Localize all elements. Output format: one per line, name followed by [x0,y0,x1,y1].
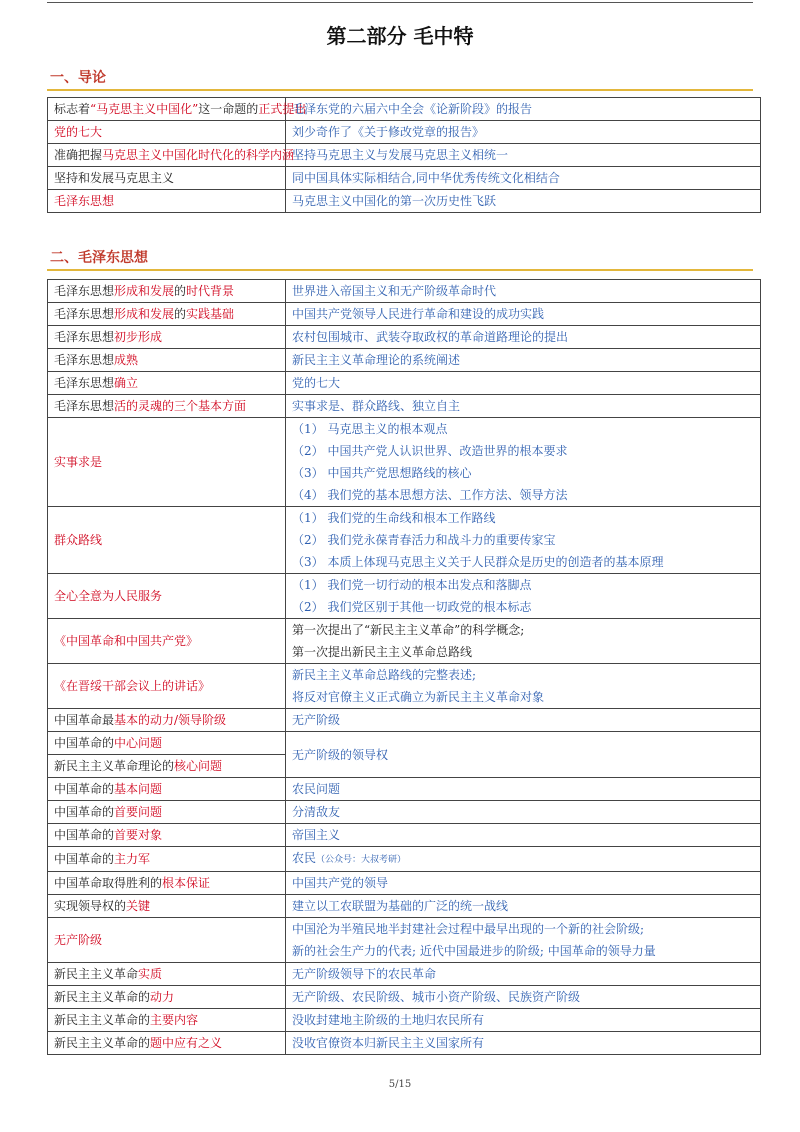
topic-text: 的 [174,284,187,298]
answer-line: （2） 我们党永葆青春活力和战斗力的重要传家宝 [292,533,556,547]
answer-line: （1） 马克思主义的根本观点 [292,422,448,436]
section-heading-mao-thought: 二、毛泽东思想 [50,250,148,266]
section-rule-mao-thought [47,269,753,271]
highlighted-term: “马克思主义中国化” [90,102,199,116]
answer-line: 农民问题 [292,782,341,796]
highlighted-term: 成熟 [114,353,139,367]
table-row [48,824,761,847]
answer-line: 实事求是、群众路线、独立自主 [292,399,461,413]
row-topic-cell [48,963,286,986]
topic-text: 的 [174,307,187,321]
row-topic-cell [48,303,286,326]
answer-line: 新的社会生产力的代表; 近代中国最进步的阶级; 中国革命的领导力量 [292,944,656,958]
row-answer-cell [286,303,761,326]
table-row [48,847,761,872]
highlighted-term: 基本问题 [114,782,163,796]
table-row [48,574,761,619]
highlighted-term: 正式提出 [258,102,307,116]
row-answer-cell [286,326,761,349]
highlighted-term: 全心全意为人民服务 [54,589,163,603]
topic-text: 准确把握 [54,148,103,162]
answer-line: （2） 我们党区别于其他一切政党的根本标志 [292,600,532,614]
row-topic-cell [48,167,286,190]
topic-text: 毛泽东思想 [54,376,115,390]
section-rule-intro [47,89,753,91]
topic-text: 中国革命取得胜利的 [54,876,163,890]
table-row [48,664,761,709]
table-row [48,303,761,326]
highlighted-term: 《中国革命和中国共产党》 [54,634,199,648]
row-topic-cell [48,709,286,732]
section-heading-intro: 一、导论 [50,70,106,86]
topic-text: 毛泽东思想 [54,399,115,413]
row-answer-cell [286,190,761,213]
answer-line: （1） 我们党的生命线和根本工作路线 [292,511,496,525]
page-number: 5/15 [388,1079,412,1090]
answer-line: 无产阶级领导下的农民革命 [292,967,437,981]
table-row [48,349,761,372]
highlighted-term: 确立 [114,376,139,390]
topic-text: 新民主主义革命的 [54,1013,151,1027]
table-row [48,98,761,121]
topic-text: 新民主主义革命理论的 [54,759,175,773]
row-answer-cell [286,507,761,574]
row-answer-cell [286,349,761,372]
answer-line: 建立以工农联盟为基础的广泛的统一战线 [292,899,509,913]
highlighted-term: 根本保证 [162,876,211,890]
row-topic-cell [48,190,286,213]
highlighted-term: 群众路线 [54,533,103,547]
top-rule [47,2,753,3]
highlighted-term: 无产阶级 [54,933,103,947]
row-topic-cell [48,755,286,778]
answer-line: 毛泽东党的六届六中全会《论新阶段》的报告 [292,102,533,116]
table-row [48,121,761,144]
row-answer-cell [286,709,761,732]
row-topic-cell [48,664,286,709]
table-row [48,619,761,664]
row-answer-cell [286,121,761,144]
answer-line: 农民 [292,851,317,865]
row-answer-cell [286,778,761,801]
row-topic-cell [48,280,286,303]
row-answer-cell [286,847,761,872]
row-answer-cell [286,824,761,847]
topic-text: 中国革命的 [54,805,115,819]
row-topic-cell [48,986,286,1009]
table-row [48,190,761,213]
highlighted-term: 首要对象 [114,828,163,842]
highlighted-term: 时代背景 [186,284,235,298]
row-topic-cell [48,574,286,619]
topic-text: 新民主主义革命的 [54,1036,151,1050]
highlighted-term: 核心问题 [174,759,223,773]
answer-line: 中国沦为半殖民地半封建社会过程中最早出现的一个新的社会阶级; [292,922,645,936]
row-topic-cell [48,144,295,167]
row-topic-cell [48,732,286,755]
topic-text: 中国革命的 [54,736,115,750]
row-answer-cell [286,664,761,709]
answer-line: 无产阶级 [292,713,341,727]
row-answer-cell [286,732,761,778]
topic-text: 中国革命的 [54,828,115,842]
row-answer-cell [286,986,761,1009]
answer-line: 没收封建地主阶级的土地归农民所有 [292,1013,485,1027]
row-answer-cell [286,98,761,121]
row-answer-cell [286,963,761,986]
row-topic-cell [48,824,286,847]
table-row [48,507,761,574]
row-answer-cell [286,144,761,167]
table-row [48,280,761,303]
row-answer-cell [286,801,761,824]
highlighted-term: 动力 [150,990,175,1004]
row-topic-cell [48,895,286,918]
topic-text: 毛泽东思想 [54,307,115,321]
answer-line: 党的七大 [292,376,341,390]
answer-line: 没收官僚资本归新民主主义国家所有 [292,1036,485,1050]
row-topic-cell [48,349,286,372]
highlighted-term: 关键 [126,899,151,913]
highlighted-term: 《在晋绥干部会议上的讲话》 [54,679,211,693]
row-topic-cell [48,372,286,395]
table-row [48,872,761,895]
answer-line: 马克思主义中国化的第一次历史性飞跃 [292,194,497,208]
topic-text: 毛泽东思想 [54,353,115,367]
answer-line: 无产阶级的领导权 [292,747,389,762]
highlighted-term: 实践基础 [186,307,235,321]
row-topic-cell [48,507,286,574]
intro-table [47,97,761,213]
table-row [48,144,761,167]
row-topic-cell [48,418,286,507]
topic-text: 毛泽东思想 [54,284,115,298]
highlighted-term: 马克思主义中国化时代化的科学内涵 [102,148,295,162]
row-answer-cell [286,872,761,895]
answer-line: 第一次提出新民主主义革命总路线 [292,645,473,659]
row-answer-cell [286,1032,761,1055]
highlighted-term: 基本的动力/领导阶级 [114,713,227,727]
row-topic-cell [48,778,286,801]
table-row [48,372,761,395]
table-row [48,1009,761,1032]
row-topic-cell [48,918,286,963]
answer-line: 新民主主义革命理论的系统阐述 [292,353,461,367]
highlighted-term: 实质 [138,967,163,981]
highlighted-term: 活的灵魂的三个基本方面 [114,399,247,413]
answer-line: （4） 我们党的基本思想方法、工作方法、领导方法 [292,488,568,502]
row-topic-cell [48,1032,286,1055]
row-answer-cell [286,574,761,619]
source-note: （公众号：大叔考研） [316,855,407,865]
highlighted-term: 中心问题 [114,736,163,750]
highlighted-term: 初步形成 [114,330,163,344]
table-row [48,895,761,918]
topic-text: 实现领导权的 [54,899,127,913]
row-topic-cell [48,326,286,349]
page-title: 第二部分 毛中特 [326,24,474,48]
table-row [48,418,761,507]
row-answer-cell [286,167,761,190]
answer-line: 帝国主义 [292,828,341,842]
answer-line: 中国共产党领导人民进行革命和建设的成功实践 [292,307,545,321]
highlighted-term: 首要问题 [114,805,163,819]
row-topic-cell [48,619,286,664]
mao-thought-table [47,279,761,1055]
row-topic-cell [48,1009,286,1032]
answer-line: 新民主主义革命总路线的完整表述; [292,668,477,682]
answer-line: 坚持马克思主义与发展马克思主义相统一 [292,148,509,162]
table-row [48,778,761,801]
answer-line: （1） 我们党一切行动的根本出发点和落脚点 [292,578,532,592]
row-answer-cell [286,395,761,418]
answer-line: （2） 中国共产党人认识世界、改造世界的根本要求 [292,444,568,458]
answer-line: 中国共产党的领导 [292,876,389,890]
table-row [48,801,761,824]
row-answer-cell [286,619,761,664]
topic-text: 坚持和发展马克思主义 [54,171,175,185]
highlighted-term: 毛泽东思想 [54,194,115,208]
row-answer-cell [286,280,761,303]
highlighted-term: 形成和发展 [114,307,175,321]
row-topic-cell [48,847,286,872]
topic-text: 这一命题的 [198,102,259,116]
row-answer-cell [286,895,761,918]
answer-line: （3） 本质上体现马克思主义关于人民群众是历史的创造者的基本原理 [292,555,664,569]
answer-line: 将反对官僚主义正式确立为新民主主义革命对象 [292,690,545,704]
row-answer-cell [286,1009,761,1032]
answer-line: 刘少奇作了《关于修改党章的报告》 [292,125,485,139]
row-topic-cell [48,801,286,824]
table-row [48,986,761,1009]
table-row [48,709,761,732]
row-topic-cell [48,395,286,418]
row-answer-cell [286,372,761,395]
table-row [48,395,761,418]
answer-line: 无产阶级、农民阶级、城市小资产阶级、民族资产阶级 [292,990,581,1004]
answer-line: 世界进入帝国主义和无产阶级革命时代 [292,284,497,298]
table-row [48,918,761,963]
highlighted-term: 主力军 [114,852,151,866]
row-topic-cell [48,121,286,144]
row-topic-cell [48,872,286,895]
answer-line: 农村包围城市、武装夺取政权的革命道路理论的提出 [292,330,569,344]
topic-text: 标志着 [54,102,91,116]
row-answer-cell [286,918,761,963]
table-row [48,732,761,755]
highlighted-term: 实事求是 [54,455,103,469]
row-topic-cell [48,98,307,121]
row-answer-cell [286,418,761,507]
table-row [48,326,761,349]
highlighted-term: 党的七大 [54,125,103,139]
highlighted-term: 形成和发展 [114,284,175,298]
topic-text: 中国革命的 [54,782,115,796]
answer-line: 第一次提出了“新民主主义革命”的科学概念; [292,623,525,637]
topic-text: 毛泽东思想 [54,330,115,344]
table-row [48,963,761,986]
highlighted-term: 题中应有之义 [150,1036,223,1050]
table-row [48,167,761,190]
topic-text: 中国革命最 [54,713,115,727]
topic-text: 中国革命的 [54,852,115,866]
topic-text: 新民主主义革命 [54,967,139,981]
answer-line: （3） 中国共产党思想路线的核心 [292,466,472,480]
topic-text: 新民主主义革命的 [54,990,151,1004]
table-row [48,1032,761,1055]
highlighted-term: 主要内容 [150,1013,199,1027]
answer-line: 同中国具体实际相结合,同中华优秀传统文化相结合 [292,171,560,185]
answer-line: 分清敌友 [292,805,341,819]
